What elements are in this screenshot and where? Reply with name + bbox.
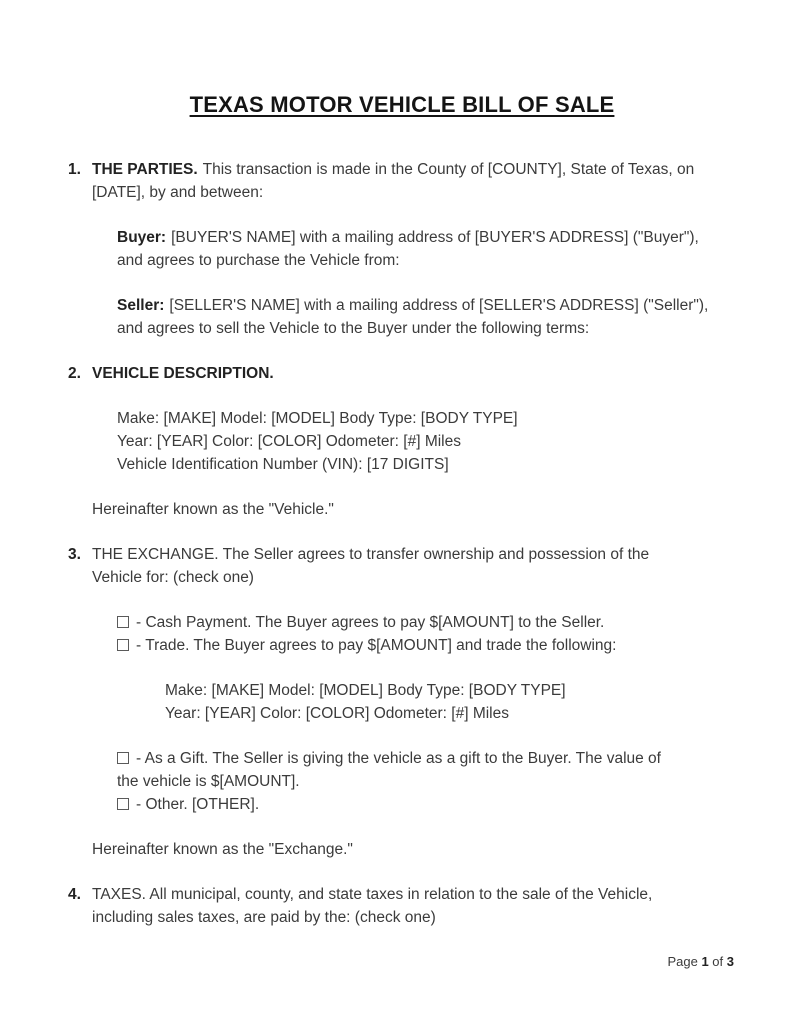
vehicle-note: Hereinafter known as the "Vehicle."	[92, 501, 334, 518]
section-vehicle-description	[68, 362, 736, 521]
section-1-intro-line-1	[92, 158, 736, 181]
exchange-option-gift-line-2: the vehicle is $[AMOUNT].	[117, 773, 300, 790]
seller-line-2: and agrees to sell the Vehicle to the Buyer under the following terms:	[117, 320, 590, 337]
document-title	[68, 90, 736, 120]
section-3-heading-line-1: THE EXCHANGE. The Seller agrees to transfer ownership and possession of the	[92, 546, 650, 563]
trade-vehicle-line-2: Year: [YEAR] Color: [COLOR] Odometer: [#] Miles	[165, 705, 509, 722]
section-3-body	[92, 543, 736, 861]
exchange-option-cash-label: - Cash Payment. The Buyer agrees to pay $[AMOUNT] to the Seller.	[136, 614, 605, 631]
section-the-parties	[68, 158, 736, 340]
other-checkbox-icon[interactable]	[117, 798, 129, 810]
section-1-intro-text: This transaction is made in the County of [COUNTY], State of Texas, on	[202, 161, 695, 178]
exchange-option-other	[117, 793, 736, 816]
section-3-heading-line-2: Vehicle for: (check one)	[92, 569, 254, 586]
cash-checkbox-icon[interactable]	[117, 616, 129, 628]
seller-label: Seller:	[117, 297, 165, 314]
section-2-number: 2.	[68, 365, 81, 382]
exchange-option-other-label: - Other. [OTHER].	[136, 796, 260, 813]
section-1-intro-line-2: [DATE], by and between:	[92, 184, 264, 201]
section-4-heading-line-2: including sales taxes, are paid by the: (check one)	[92, 909, 436, 926]
exchange-option-trade	[117, 634, 736, 657]
section-taxes	[68, 883, 736, 929]
buyer-paragraph	[117, 226, 736, 272]
trade-vehicle-block	[165, 679, 736, 725]
exchange-option-gift-line-1	[117, 747, 736, 770]
exchange-option-trade-label: - Trade. The Buyer agrees to pay $[AMOUNT] and trade the following:	[136, 637, 617, 654]
document-title-text: TEXAS MOTOR VEHICLE BILL OF SALE	[189, 92, 615, 117]
section-4-number: 4.	[68, 886, 81, 903]
vehicle-description-block	[117, 407, 736, 476]
exchange-note: Hereinafter known as the "Exchange."	[92, 841, 353, 858]
footer-page-word: Page	[667, 954, 698, 969]
buyer-line-1	[117, 226, 736, 249]
exchange-options-group-2	[117, 747, 736, 816]
buyer-line-2: and agrees to purchase the Vehicle from:	[117, 252, 400, 269]
vehicle-description-line-1: Make: [MAKE] Model: [MODEL] Body Type: [BODY TYPE]	[117, 410, 518, 427]
trade-checkbox-icon[interactable]	[117, 639, 129, 651]
section-1-heading: THE PARTIES.	[92, 161, 198, 178]
buyer-label: Buyer:	[117, 229, 167, 246]
section-4-heading-line-1: TAXES. All municipal, county, and state taxes in relation to the sale of the Vehicle,	[92, 886, 653, 903]
gift-checkbox-icon[interactable]	[117, 752, 129, 764]
seller-text: [SELLER'S NAME] with a mailing address of [SELLER'S ADDRESS] ("Seller"),	[169, 297, 709, 314]
vehicle-description-line-2: Year: [YEAR] Color: [COLOR] Odometer: [#] Miles	[117, 433, 461, 450]
exchange-option-gift-label: - As a Gift. The Seller is giving the vehicle as a gift to the Buyer. The value of	[136, 750, 661, 767]
section-3-number: 3.	[68, 546, 81, 563]
buyer-text: [BUYER'S NAME] with a mailing address of [BUYER'S ADDRESS] ("Buyer"),	[171, 229, 699, 246]
section-1-number: 1.	[68, 161, 81, 178]
footer-of-word: of	[712, 954, 724, 969]
page-footer	[667, 953, 734, 971]
section-2-body	[92, 362, 736, 521]
exchange-option-cash	[117, 611, 736, 634]
vehicle-description-line-3: Vehicle Identification Number (VIN): [17 DIGITS]	[117, 456, 449, 473]
section-the-exchange	[68, 543, 736, 861]
section-1-body	[92, 158, 736, 340]
trade-vehicle-line-1: Make: [MAKE] Model: [MODEL] Body Type: [BODY TYPE]	[165, 682, 566, 699]
footer-page-number-current: 1	[701, 954, 709, 969]
seller-line-1	[117, 294, 736, 317]
section-2-heading: VEHICLE DESCRIPTION.	[92, 365, 274, 382]
footer-page-number-total: 3	[726, 954, 734, 969]
section-4-body	[92, 883, 736, 929]
seller-paragraph	[117, 294, 736, 340]
exchange-options-group-1	[117, 611, 736, 657]
